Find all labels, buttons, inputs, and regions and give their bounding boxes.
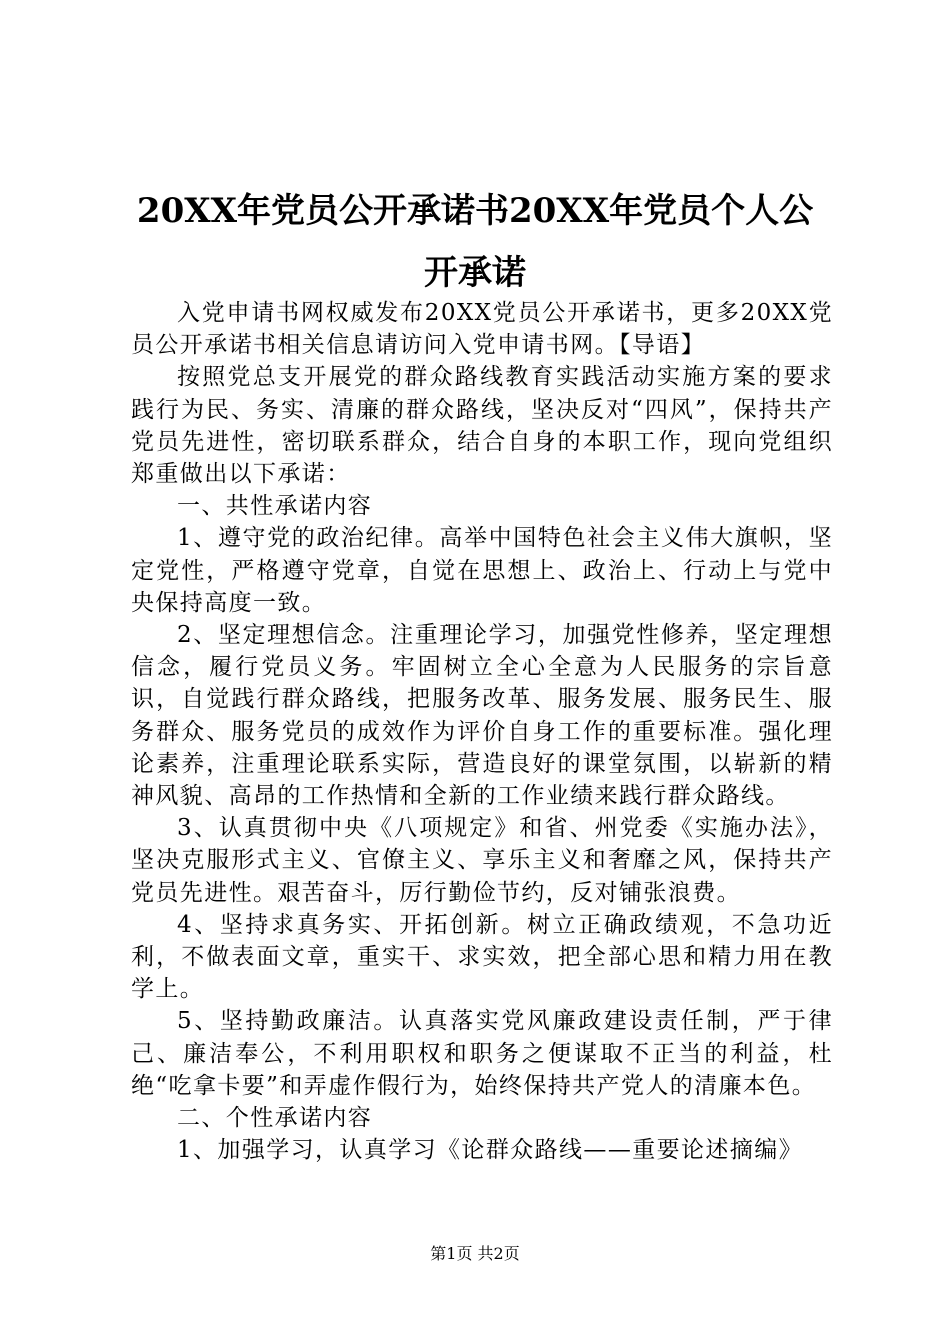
paragraph-item-4: 4、坚持求真务实、开拓创新。树立正确政绩观，不急功近利，不做表面文章，重实干、求实效，把全部心思和精力用在教学上。 (131, 911, 833, 1003)
paragraph-item-3: 3、认真贯彻中央《八项规定》和省、州党委《实施办法》，坚决克服形式主义、官僚主义、享乐主义和奢靡之风，保持共产党员先进性。艰苦奋斗，厉行勤俭节约，反对铺张浪费。 (131, 815, 833, 906)
section-heading-personal: 二、个性承诺内容 (177, 1105, 373, 1132)
paragraph-intro: 入党申请书网权威发布20XX党员公开承诺书，更多20XX党员公开承诺书相关信息请访问入党申请书网。【导语】 (131, 300, 833, 359)
paragraph-item-2: 2、坚定理想信念。注重理论学习，加强党性修养，坚定理想信念，履行党员义务。牢固树立全心全意为人民服务的宗旨意识，自觉践行群众路线，把服务改革、服务发展、服务民生、服务群众、服务党员的成效作为评价自身工作的重要标准。强化理论素养，注重理论联系实际，营造良好的课堂氛围，以崭新的精神风貌、高昂的工作热情和全新的工作业绩来践行群众路线。 (131, 622, 833, 810)
section-heading-common: 一、共性承诺内容 (177, 493, 373, 520)
document-body (131, 297, 833, 1166)
paragraph-preamble: 按照党总支开展党的群众路线教育实践活动实施方案的要求践行为民、务实、清廉的群众路线，坚决反对“四风”，保持共产党员先进性，密切联系群众，结合自身的本职工作，现向党组织郑重做出以下承诺： (131, 364, 833, 488)
document-title: 20XX年党员公开承诺书20XX年党员个人公开承诺 (136, 191, 814, 293)
paragraph-personal-item-1: 1、加强学习，认真学习《论群众路线——重要论述摘编》 (177, 1137, 804, 1164)
paragraph-item-5: 5、坚持勤政廉洁。认真落实党风廉政建设责任制，严于律己、廉洁奉公，不利用职权和职务之便谋取不正当的利益，杜绝“吃拿卡要”和弄虚作假行为，始终保持共产党人的清廉本色。 (131, 1008, 833, 1099)
page-footer: 第1页 共2页 (430, 1244, 520, 1263)
paragraph-item-1: 1、遵守党的政治纪律。高举中国特色社会主义伟大旗帜，坚定党性，严格遵守党章，自觉在思想上、政治上、行动上与党中央保持高度一致。 (131, 525, 833, 616)
